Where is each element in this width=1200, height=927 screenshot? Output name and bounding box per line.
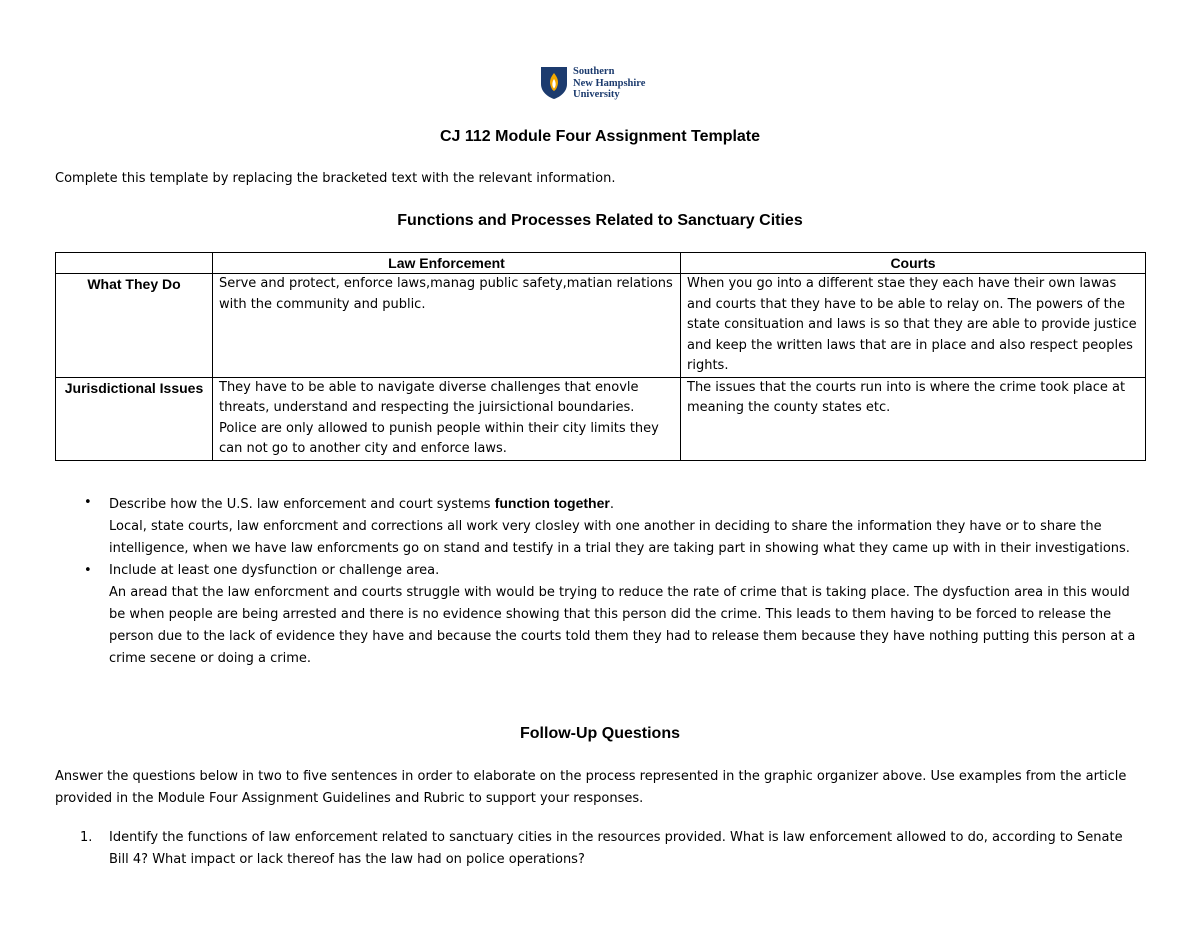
list-item: [55, 560, 1145, 670]
bullet-answer[interactable]: Local, state courts, law enforcment and corrections all work very closley with one another in deciding to share the information they have or to share the intelligence, when we have law enforcments go on stand and testify in a trial they are taking part in showing what they came up with in their investigations.: [109, 519, 1130, 556]
header-blank-cell: [56, 253, 213, 274]
table-header-row: [56, 253, 1146, 274]
header-courts: Courts: [681, 253, 1146, 274]
question-list: [55, 827, 1145, 871]
bullet-icon: •: [84, 495, 92, 510]
bullet-prompt: [109, 492, 1145, 516]
followup-intro: Answer the questions below in two to five sentences in order to elaborate on the process represented in the graphic organizer above. Use examples from the article provided in the Module Four Assignment Guidelines and Rubric to support your responses.: [55, 769, 1127, 806]
bullet-answer[interactable]: An aread that the law enforcment and courts struggle with would be trying to reduce the rate of crime that is taking place. The dysfuction area in this would be when people are being arrested and there is no evidence showing that this person did the crime. This leads to them having to be forced to release the person due to the lack of evidence they have and because the courts told them they had to release them because they have nothing putting this person at a crime secene or doing a crime.: [109, 585, 1136, 666]
instruction-text: Complete this template by replacing the bracketed text with the relevant information.: [55, 171, 616, 186]
bullet-list: [55, 492, 1145, 670]
list-item: [55, 492, 1145, 560]
prompt-text-end: .: [609, 497, 614, 512]
row-label-jurisdictional-issues: Jurisdictional Issues: [56, 377, 213, 460]
flame-shield-icon: [540, 66, 568, 100]
prompt-text: Describe how the U.S. law enforcement and court systems: [109, 497, 495, 512]
bullet-icon: •: [84, 563, 92, 578]
cell-law-enforcement[interactable]: Serve and protect, enforce laws,manag public safety,matian relations with the community and public.: [213, 274, 681, 378]
university-logo: [540, 66, 670, 102]
logo-line: Southern: [573, 66, 615, 77]
document-title: CJ 112 Module Four Assignment Template: [439, 128, 761, 145]
header-law-enforcement: Law Enforcement: [213, 253, 681, 274]
logo-line: University: [573, 89, 620, 100]
table-row: [56, 274, 1146, 378]
list-item: [55, 827, 1145, 871]
cell-courts[interactable]: When you go into a different stae they each have their own lawas and courts that they have to be able to relay on. The powers of the state consituation and laws is so that they are able to provide justice and keep the written laws that are in place and also respect peoples rights.: [681, 274, 1146, 378]
table-row: [56, 377, 1146, 460]
logo-wordmark: [573, 66, 645, 101]
functions-table: [55, 252, 1146, 461]
logo-line: New Hampshire: [573, 77, 646, 89]
cell-law-enforcement[interactable]: They have to be able to navigate diverse challenges that enovle threats, understand and respecting the juirsictional boundaries. Police are only allowed to punish people within their city limits they can not go to another city and enforce laws.: [213, 377, 681, 460]
table-title: Functions and Processes Related to Sanctuary Cities: [397, 212, 803, 229]
bullet-prompt: Include at least one dysfunction or challenge area.: [109, 563, 440, 578]
row-label-what-they-do: What They Do: [56, 274, 213, 378]
question-text: Identify the functions of law enforcement related to sanctuary cities in the resources provided. What is law enforcement allowed to do, according to Senate Bill 4? What impact or lack thereof has the law had on police operations?: [109, 830, 1123, 867]
question-number: 1.: [80, 830, 93, 845]
cell-courts[interactable]: The issues that the courts run into is where the crime took place at meaning the county states etc.: [681, 377, 1146, 460]
followup-title: Follow-Up Questions: [520, 725, 680, 742]
prompt-bold-text: function together: [494, 495, 610, 511]
